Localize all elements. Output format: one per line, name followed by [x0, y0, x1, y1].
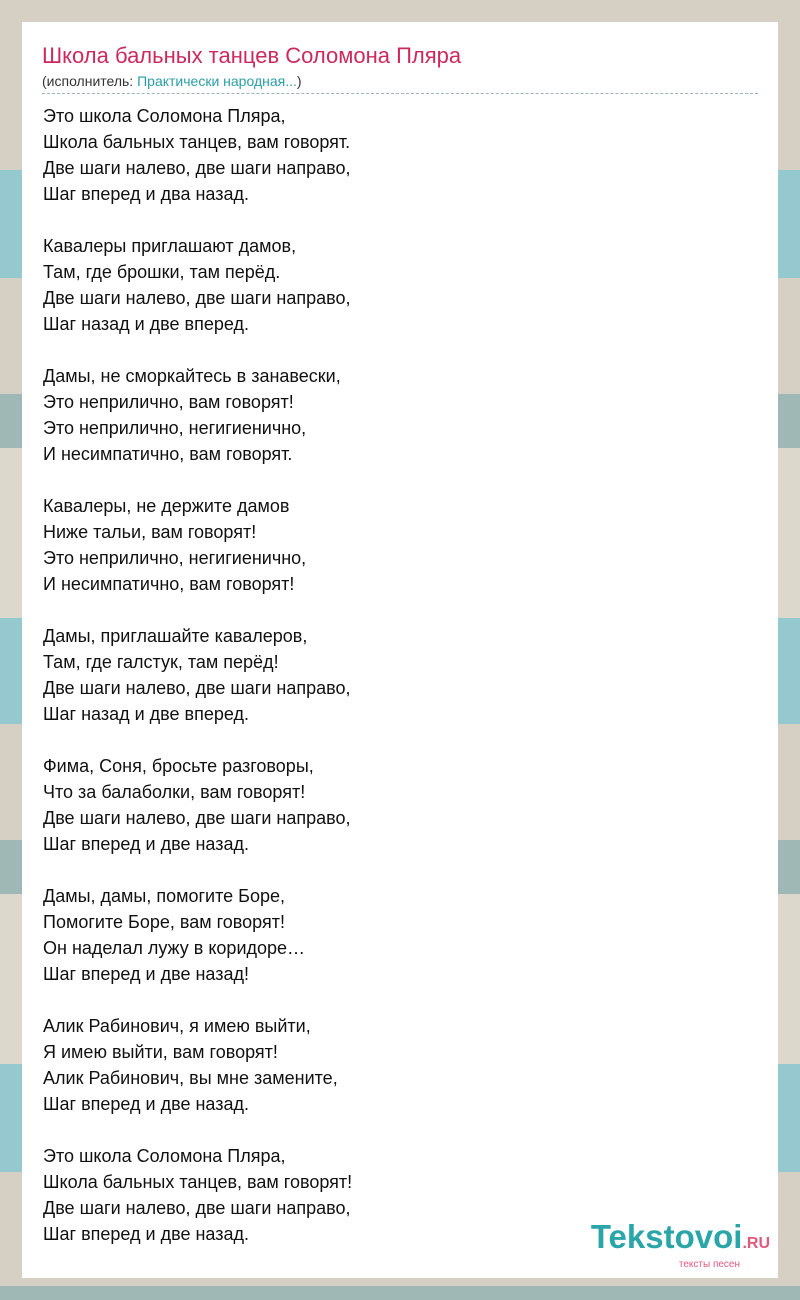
- performer-prefix: (исполнитель:: [42, 73, 138, 89]
- lyric-line: Шаг вперед и две назад.: [43, 1224, 249, 1244]
- lyric-line: Это школа Соломона Пляра,: [43, 106, 286, 126]
- lyric-line: Дамы, не сморкайтесь в занавески,: [43, 366, 341, 386]
- stanza: [43, 363, 743, 467]
- lyric-line: Шаг назад и две вперед.: [43, 704, 249, 724]
- lyric-line: Кавалеры приглашают дамов,: [43, 236, 297, 256]
- song-title: Школа бальных танцев Соломона Пляра: [42, 43, 462, 68]
- stanza: [43, 233, 743, 337]
- lyric-line: Две шаги налево, две шаги направо,: [43, 678, 351, 698]
- performer-line: [42, 73, 302, 89]
- lyric-line: Это неприлично, вам говорят!: [43, 392, 294, 412]
- lyric-line: Две шаги налево, две шаги направо,: [43, 808, 351, 828]
- lyric-line: Две шаги налево, две шаги направо,: [43, 288, 351, 308]
- lyric-line: Там, где брошки, там перёд.: [43, 262, 281, 282]
- lyric-line: Это неприлично, негигиенично,: [43, 418, 307, 438]
- stanza: [43, 103, 743, 207]
- lyric-line: Я имею выйти, вам говорят!: [43, 1042, 278, 1062]
- logo-name: Tekstovoi: [590, 1218, 743, 1255]
- title-divider: [42, 93, 758, 94]
- lyric-line: Дамы, дамы, помогите Боре,: [43, 886, 286, 906]
- logo-tagline: тексты песен: [678, 1259, 740, 1270]
- lyric-line: И несимпатично, вам говорят.: [43, 444, 293, 464]
- lyric-line: Шаг назад и две вперед.: [43, 314, 249, 334]
- lyric-line: Что за балаболки, вам говорят!: [43, 782, 306, 802]
- stanza: [43, 883, 743, 987]
- logo-wordmark: [550, 1218, 770, 1260]
- lyric-line: Шаг вперед и две назад!: [43, 964, 249, 984]
- site-logo[interactable]: [550, 1218, 770, 1270]
- lyric-line: Алик Рабинович, я имею выйти,: [43, 1016, 311, 1036]
- lyric-line: И несимпатично, вам говорят!: [43, 574, 295, 594]
- lyrics-card: [22, 22, 778, 1278]
- lyric-line: Школа бальных танцев, вам говорят.: [43, 132, 351, 152]
- lyric-line: Шаг вперед и две назад.: [43, 1094, 249, 1114]
- lyric-line: Это неприлично, негигиенично,: [43, 548, 307, 568]
- stanza: [43, 753, 743, 857]
- lyric-line: Две шаги налево, две шаги направо,: [43, 158, 351, 178]
- stanza: [43, 1013, 743, 1117]
- lyrics-text: [43, 103, 743, 1273]
- stanza: [43, 493, 743, 597]
- lyric-line: Ниже тальи, вам говорят!: [43, 522, 257, 542]
- lyric-line: Кавалеры, не держите дамов: [43, 496, 290, 516]
- lyric-line: Шаг вперед и два назад.: [43, 184, 249, 204]
- lyric-line: Две шаги налево, две шаги направо,: [43, 1198, 351, 1218]
- logo-tld: .RU: [742, 1235, 770, 1252]
- lyric-line: Там, где галстук, там перёд!: [43, 652, 279, 672]
- lyric-line: Шаг вперед и две назад.: [43, 834, 249, 854]
- lyric-line: Помогите Боре, вам говорят!: [43, 912, 285, 932]
- lyric-line: Фима, Соня, бросьте разговоры,: [43, 756, 314, 776]
- performer-link[interactable]: Практически народная...: [137, 73, 297, 89]
- lyric-line: Алик Рабинович, вы мне замените,: [43, 1068, 338, 1088]
- lyric-line: Он наделал лужу в коридоре…: [43, 938, 306, 958]
- stanza: [43, 623, 743, 727]
- lyric-line: Это школа Соломона Пляра,: [43, 1146, 286, 1166]
- performer-suffix: ): [296, 73, 302, 89]
- lyric-line: Дамы, приглашайте кавалеров,: [43, 626, 308, 646]
- lyric-line: Школа бальных танцев, вам говорят!: [43, 1172, 353, 1192]
